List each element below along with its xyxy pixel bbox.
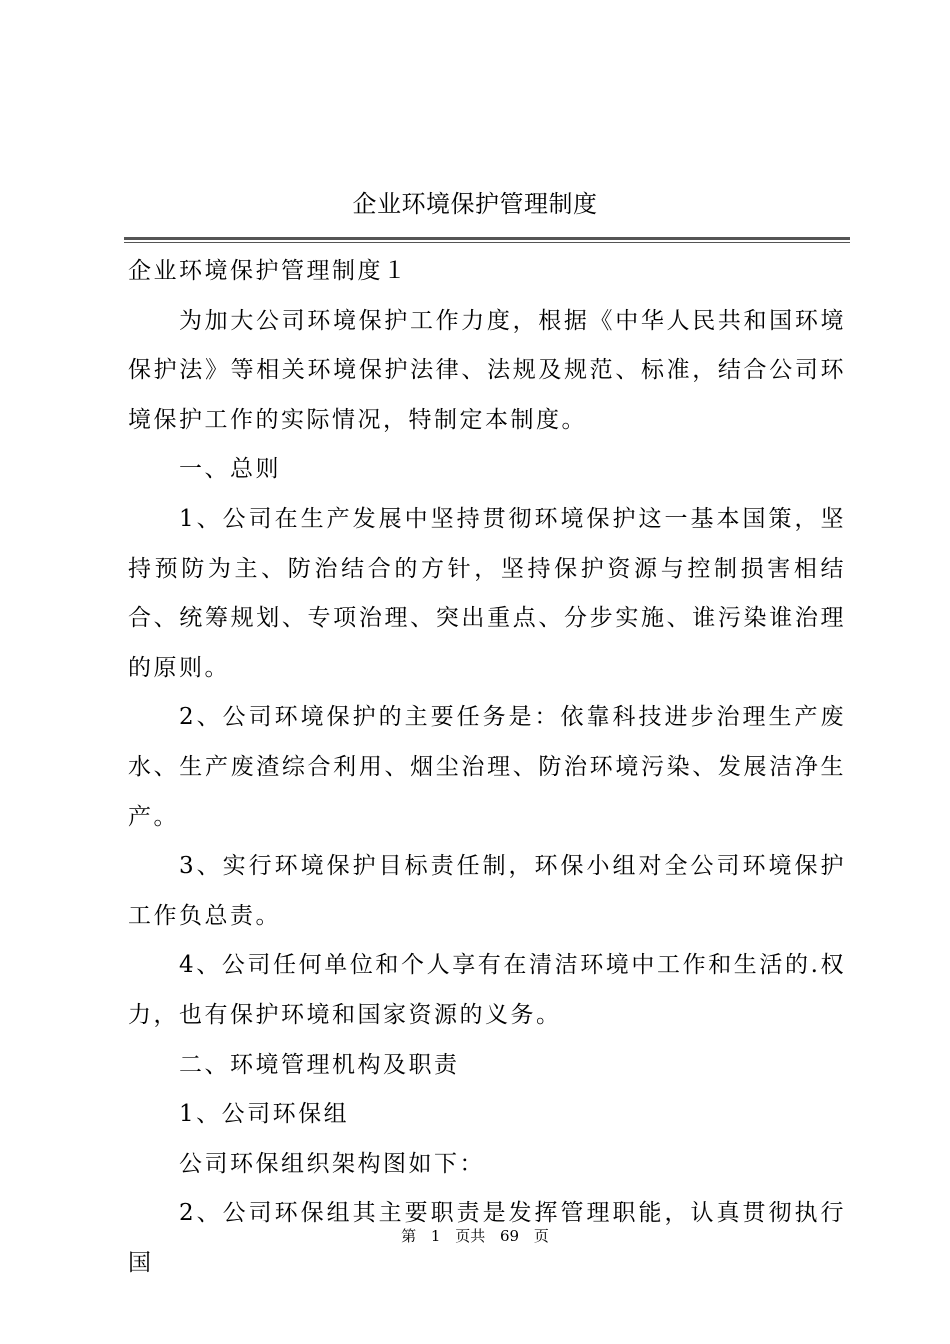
paragraph-item-3: 3、实行环境保护目标责任制，环保小组对全公司环境保护工作负总责。 (128, 853, 846, 929)
paragraph-org-chart-intro: 公司环保组织架构图如下： (179, 1150, 485, 1177)
document-title: 企业环境保护管理制度 (352, 190, 598, 218)
paragraph-item-4: 4、公司任何单位和个人享有在清洁环境中工作和生活的.权力，也有保护环境和国家资源的义务。 (128, 952, 846, 1028)
heading-general-principles: 一、总则 (179, 456, 281, 483)
title-divider-thin (124, 242, 850, 243)
section-heading: 企业环境保护管理制度１ (128, 258, 409, 284)
paragraph-intro: 为加大公司环境保护工作力度，根据《中华人民共和国环境保护法》等相关环境保护法律、法规及规范、标准，结合公司环境保护工作的实际情况，特制定本制度。 (128, 307, 846, 433)
paragraph-item-2: 2、公司环境保护的主要任务是：依靠科技进步治理生产废水、生产废渣综合利用、烟尘治理、防治环境污染、发展洁净生产。 (128, 704, 846, 830)
heading-management-structure: 二、环境管理机构及职责 (179, 1051, 460, 1078)
page-number-footer: 第 1 页共 69 页 (401, 1227, 549, 1245)
title-divider-thick (124, 237, 850, 240)
document-body (128, 247, 846, 1288)
paragraph-item-1: 1、公司在生产发展中坚持贯彻环境保护这一基本国策，坚持预防为主、防治结合的方针，坚持保护资源与控制损害相结合、统筹规划、专项治理、突出重点、分步实施、谁污染谁治理的原则。 (128, 505, 846, 681)
subheading-env-group: 1、公司环保组 (179, 1101, 350, 1128)
paragraph-group-duties: 2、公司环保组其主要职责是发挥管理职能，认真贯彻执行国 (128, 1200, 846, 1276)
